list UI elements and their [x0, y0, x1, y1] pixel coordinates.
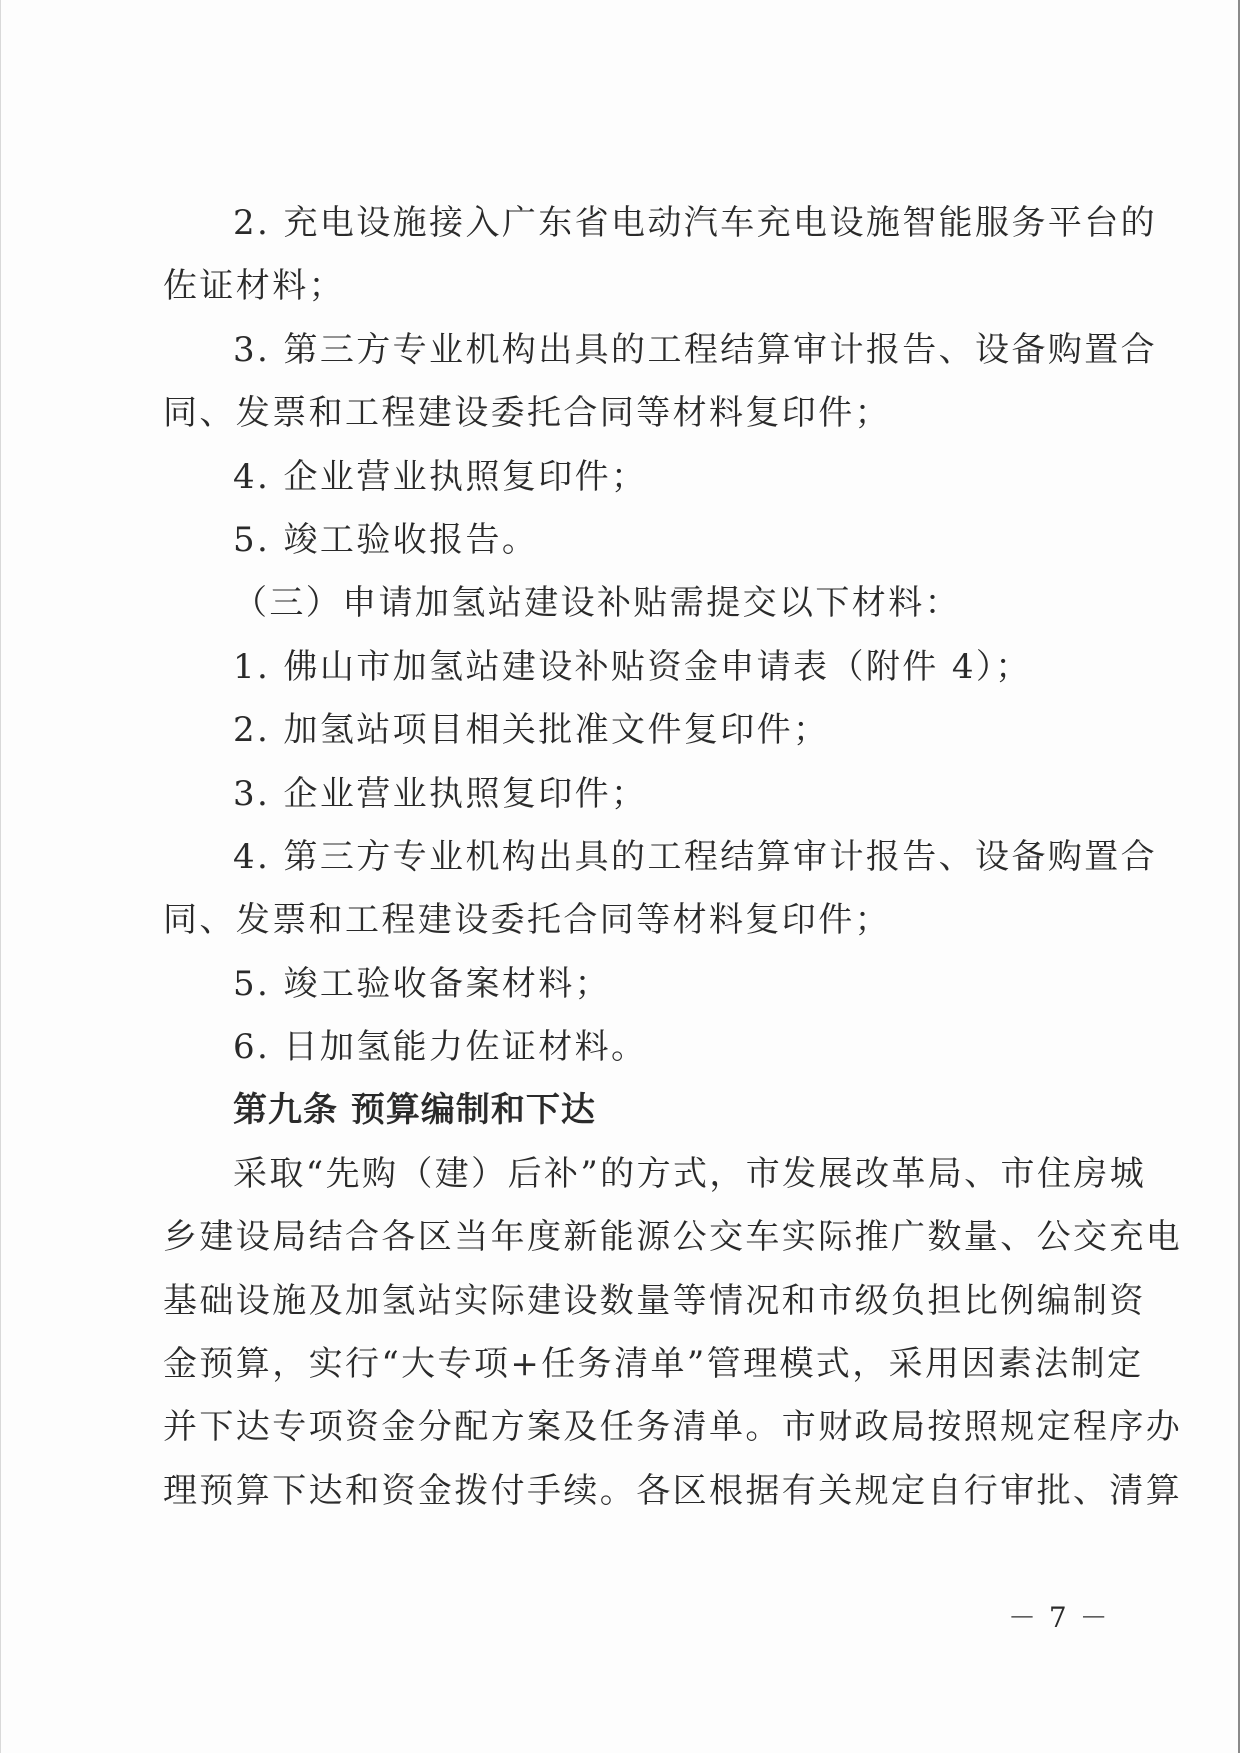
list-item-3-continued: 同、发票和工程建设委托合同等材料复印件； — [163, 393, 891, 434]
hydrogen-item-2-approval-docs: 2. 加氢站项目相关批准文件复印件； — [233, 710, 830, 751]
list-item-5-completion-report: 5. 竣工验收报告。 — [233, 519, 539, 560]
list-item-3-audit-report: 3. 第三方专业机构出具的工程结算审计报告、设备购置合 — [233, 329, 1158, 370]
article-9-paragraph-line-3: 基础设施及加氢站实际建设数量等情况和市级负担比例编制资 — [163, 1280, 1146, 1321]
hydrogen-item-6-capacity-proof: 6. 日加氢能力佐证材料。 — [233, 1027, 648, 1068]
hydrogen-item-1-application-form: 1. 佛山市加氢站建设补贴资金申请表（附件 4）； — [233, 646, 1032, 687]
list-item-4-business-license: 4. 企业营业执照复印件； — [233, 456, 648, 497]
section-3-heading: （三）申请加氢站建设补贴需提交以下材料： — [233, 583, 961, 624]
hydrogen-item-5-completion-filing: 5. 竣工验收备案材料； — [233, 963, 612, 1004]
article-9-paragraph-line-1: 采取“先购（建）后补”的方式，市发展改革局、市住房城 — [233, 1153, 1147, 1194]
article-9-paragraph-line-2: 乡建设局结合各区当年度新能源公交车实际推广数量、公交充电 — [163, 1217, 1183, 1258]
page-number: － 7 － — [1008, 1601, 1110, 1634]
list-item-2-continued: 佐证材料； — [163, 266, 345, 307]
page-left-edge — [0, 0, 1, 1753]
article-9-paragraph-line-5: 并下达专项资金分配方案及任务清单。市财政局按照规定程序办 — [163, 1407, 1183, 1448]
article-9-heading: 第九条 预算编制和下达 — [233, 1090, 596, 1131]
article-9-paragraph-line-6: 理预算下达和资金拨付手续。各区根据有关规定自行审批、清算 — [163, 1470, 1183, 1511]
hydrogen-item-3-business-license: 3. 企业营业执照复印件； — [233, 773, 648, 814]
hydrogen-item-4-audit-report: 4. 第三方专业机构出具的工程结算审计报告、设备购置合 — [233, 836, 1158, 877]
article-9-paragraph-line-4: 金预算，实行“大专项+任务清单”管理模式，采用因素法制定 — [163, 1344, 1144, 1385]
document-body — [163, 203, 1183, 1537]
hydrogen-item-4-continued: 同、发票和工程建设委托合同等材料复印件； — [163, 900, 891, 941]
list-item-2-charging-platform: 2. 充电设施接入广东省电动汽车充电设施智能服务平台的 — [233, 203, 1158, 243]
